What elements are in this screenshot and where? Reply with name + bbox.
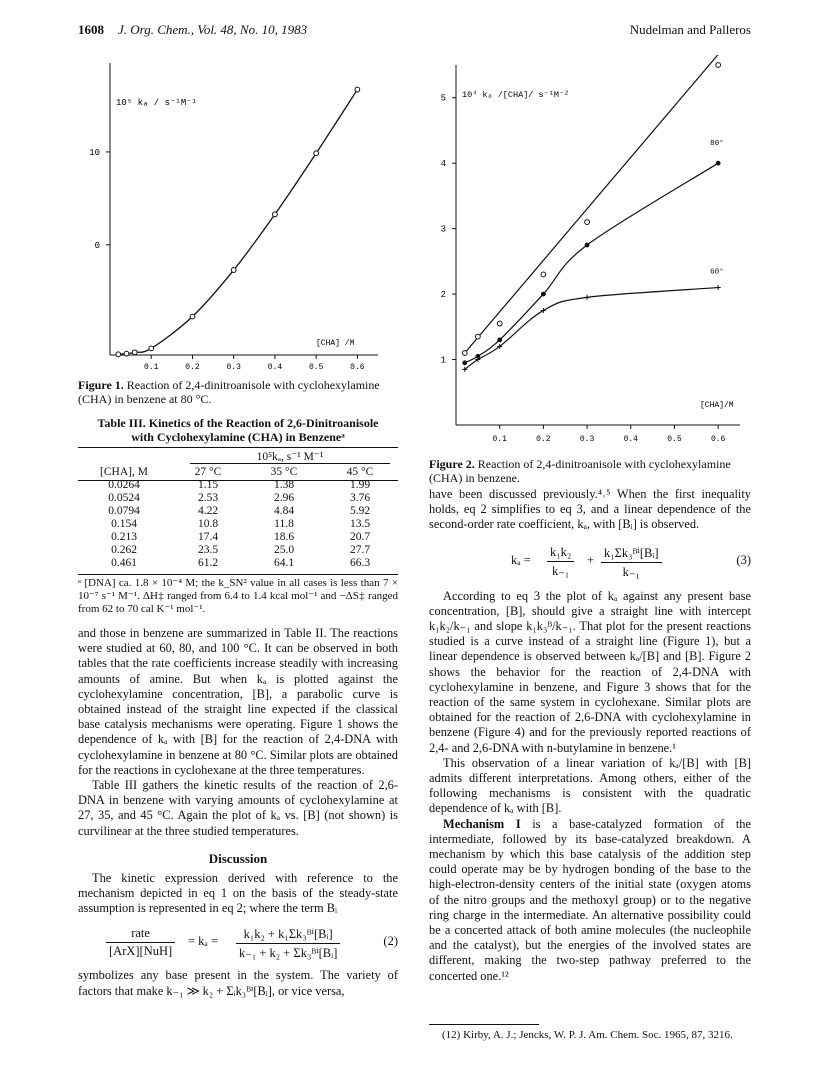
figure2-y-tick-label: 5 xyxy=(440,93,446,104)
table3-cell: 25.0 xyxy=(273,544,295,556)
figure1-data-point xyxy=(132,350,137,355)
eq3-lhs: kₐ = xyxy=(511,552,531,567)
table3-footnote: ᵃ [DNA] ca. 1.8 × 10⁻⁴ M; the k_SN² value in all cases is less than 7 × 10⁻⁷ s⁻¹ M⁻¹. ΔH‡ ranged from 6.4 to 1.4 kcal mol⁻¹ and −ΔS‡ ranged from 62 to 70 cal K⁻¹ mol⁻¹. xyxy=(78,577,398,615)
table3-rule-top xyxy=(78,447,398,448)
footnote-rule xyxy=(429,1024,539,1025)
figure2-y-tick-label: 4 xyxy=(440,159,446,170)
table3-cell: 20.7 xyxy=(349,531,371,543)
eq2-number: (2) xyxy=(383,934,398,949)
table3-cell: 66.3 xyxy=(349,557,371,569)
table3-cell: 27.7 xyxy=(349,544,371,556)
table3-header-cell: 45 °C xyxy=(346,466,374,478)
figure2-data-point xyxy=(585,243,590,248)
figure1-x-tick-label: 0.2 xyxy=(185,363,200,372)
figure2-caption xyxy=(429,457,751,485)
figure2-y-axis-label: 10⁴ kₐ /[CHA]/ s⁻¹M⁻² xyxy=(462,90,570,100)
table3-cell: 1.99 xyxy=(349,479,371,491)
figure1-x-tick-label: 0.5 xyxy=(308,363,324,372)
left-column xyxy=(78,626,398,999)
figure2-data-point xyxy=(585,295,590,300)
table3-header-cell: [CHA], M xyxy=(100,466,148,478)
figure2-y-tick-label: 3 xyxy=(440,224,446,235)
eq3-plus: + xyxy=(587,552,595,567)
table3-row xyxy=(78,557,398,570)
figure1-data-point xyxy=(124,351,129,356)
figure2-data-point xyxy=(497,338,502,343)
left-paragraph-1: and those in benzene are summarized in Table II. The reactions were studied at 60, 80, and 100 °C. It can be observed in both tables that the rate coefficients increase steadily with increasing amounts of amine. But when kₐ is plotted against the cyclohexylamine concentration, [B], a parabolic curve is obtained instead of the straight line expected if the classical base catalysis mechanisms were operating. Figure 1 shows the dependence of kₐ with [B] for the reaction of 2,4-DNA with cyclohexylamine in benzene at 80 °C. Similar plots are obtained for the reactions in cyclohexane at the three temperatures. xyxy=(78,626,398,777)
left-paragraph-3: The kinetic expression derived with reference to the mechanism depicted in eq 1 on the basis of the steady-state assumption is represented in eq 2; where the term Bᵢ xyxy=(78,870,398,916)
figure2-data-point xyxy=(716,63,721,68)
table3-row xyxy=(78,518,398,531)
figure2-data-point xyxy=(585,220,590,225)
figure1-data-point xyxy=(355,87,360,92)
table3-cell: 0.0524 xyxy=(108,492,140,504)
table3-spanner: 10⁵kₐ, s⁻¹ M⁻¹ xyxy=(256,451,324,463)
right-paragraph-4 xyxy=(429,817,751,984)
running-authors: Nudelman and Palleros xyxy=(629,22,751,37)
eq2-rhs-denominator: k₋₁ + k₂ + Σk₃ᴮⁱ[Bᵢ] xyxy=(239,946,338,961)
table3-row xyxy=(78,492,398,505)
figure2-series-line xyxy=(465,163,718,363)
eq3-f1-numerator: k₁k₂ xyxy=(547,545,574,562)
table3-cell: 13.5 xyxy=(349,518,371,530)
table3-header-row xyxy=(78,466,398,479)
right-paragraph-1: have been discussed previously.⁴˒⁵ When the first inequality holds, eq 2 simplifies to eq 3, and a linear dependence of the second-order rate coefficient, kₐ, with [Bᵢ] is observed. xyxy=(429,487,751,532)
eq3-f2-numerator: k₁Σk₃ᴮⁱ[Bᵢ] xyxy=(601,545,662,563)
figure2-x-tick-label: 0.6 xyxy=(710,435,726,444)
figure2-curve-label: 80° xyxy=(710,140,724,149)
discussion-heading: Discussion xyxy=(208,850,268,866)
figure2-series-line xyxy=(465,288,718,370)
eq3-fraction-1 xyxy=(547,545,574,579)
figure2-y-tick-label: 2 xyxy=(440,290,446,301)
figure2-data-point xyxy=(541,272,546,277)
table3-row xyxy=(78,544,398,557)
figure1-caption-label: Figure 1. xyxy=(78,378,124,392)
equation-2 xyxy=(78,920,398,964)
mechanism-text: is a base-catalyzed formation of the intermediate, followed by its base-catalyzed breakdown. A mechanism by which this base catalysis of the addition step could operate may be by hydrogen bonding of the base to the high-electron-density centers of the initial state (oxygen atoms of the nitro groups and the methoxyl group) or to the negative ring charge in the intermediate. An alternative possibility could be a concerted attack of both amine molecules (the nucleophile and the catalyst), but the energies of the involved states are different, making the two-step pathway preferred to the concerted one.¹² xyxy=(429,816,751,983)
figure2-caption-label: Figure 2. xyxy=(429,457,475,471)
figure2-data-point xyxy=(475,334,480,339)
figure2-curve-label: 60° xyxy=(710,268,724,277)
figure1-caption xyxy=(78,378,398,406)
figure1-data-point xyxy=(231,268,236,273)
table3-cell: 61.2 xyxy=(197,557,219,569)
figure1-x-tick-label: 0.6 xyxy=(350,363,365,372)
eq2-lhs-numerator: rate xyxy=(106,926,175,943)
table3 xyxy=(78,466,398,570)
table3-cell: 4.22 xyxy=(197,505,219,517)
figure1-x-axis-label: [CHA] /M xyxy=(316,339,355,348)
eq3-fraction-2 xyxy=(601,545,662,580)
figure1-plot xyxy=(78,55,398,375)
figure1-data-point xyxy=(149,346,154,351)
figure1-caption-text: Reaction of 2,4-dinitroanisole with cyclohexylamine (CHA) in benzene at 80 °C. xyxy=(78,378,380,406)
table3-cell: 17.4 xyxy=(197,531,219,543)
footnote-12: (12) Kirby, A. J.; Jencks, W. P. J. Am. Chem. Soc. 1965, 87, 3216. xyxy=(442,1029,733,1041)
table3-spanner-rule xyxy=(190,463,390,464)
figure1-data-point xyxy=(116,352,121,357)
table3-cell: 1.15 xyxy=(197,479,219,491)
table3-row xyxy=(78,505,398,518)
right-paragraph-2: According to eq 3 the plot of kₐ against any present base concentration, [B], should give a straight line with intercept k₁k₂/k₋₁ and slope k₁k₃ᴮ/k₋₁. That plot for the present reactions studied is a curve instead of a straight line (Figure 1), but a linear dependence is observed between kₐ/[B] and [B]. Figure 2 shows the behavior for the reaction of 2,4-DNA with cyclohexylamine in benzene, and Figure 3 shows that for the reaction of the same system in cyclohexane. Similar plots are obtained for the reaction of 2,6-DNA with cyclohexylamine in benzene (Figure 4) and for the previously reported reactions of 2,4- and 2,6-DNA with n-butylamine in benzene.¹ xyxy=(429,588,751,755)
figure2-data-point xyxy=(497,321,502,326)
table3-row xyxy=(78,531,398,544)
eq3-f2-denominator: k₋₁ xyxy=(622,564,640,579)
figure2-data-point xyxy=(462,360,467,365)
eq2-equals-ka: = kₐ = xyxy=(188,934,219,949)
figure1-data-point xyxy=(273,212,278,217)
table3-cell: 0.461 xyxy=(111,557,137,569)
figure1-x-tick-label: 0.3 xyxy=(226,363,241,372)
table3-cell: 2.53 xyxy=(197,492,219,504)
figure2-x-tick-label: 0.2 xyxy=(536,435,551,444)
table3-cell: 1.38 xyxy=(273,479,295,491)
figure1-x-tick-label: 0.4 xyxy=(267,363,283,372)
eq3-number: (3) xyxy=(736,552,751,567)
figure1-data-point xyxy=(190,314,195,319)
table3-cell: 5.92 xyxy=(349,505,371,517)
equation-3 xyxy=(429,539,751,583)
figure2-data-point xyxy=(541,308,546,313)
right-column xyxy=(429,487,751,984)
journal-citation: J. Org. Chem., Vol. 48, No. 10, 1983 xyxy=(118,22,308,37)
left-paragraph-4: symbolizes any base present in the system. The variety of factors that make k₋₁ ≫ k₂ + Σᵢk₃ᴮⁱ[Bᵢ], or vice versa, xyxy=(78,968,398,998)
table3-header-cell: 35 °C xyxy=(270,466,298,478)
table3-cell: 10.8 xyxy=(197,518,219,530)
figure2-x-tick-label: 0.3 xyxy=(579,435,595,444)
eq2-rhs-fraction xyxy=(236,926,340,961)
table3-cell: 0.213 xyxy=(111,531,137,543)
eq2-rhs-numerator: k₁k₂ + k₁Σk₃ᴮⁱ[Bᵢ] xyxy=(236,926,340,944)
figure2-x-tick-label: 0.1 xyxy=(492,435,507,444)
figure1-data-point xyxy=(314,151,319,156)
figure1-x-tick-label: 0.1 xyxy=(144,363,159,372)
figure2-data-point xyxy=(462,351,467,356)
table3-cell: 4.84 xyxy=(273,505,295,517)
table3-cell: 3.76 xyxy=(349,492,371,504)
right-paragraph-3: This observation of a linear variation of kₐ/[B] with [B] admits different interpretations. Among others, either of the following mechanisms is consistent with the quadratic dependence of kₐ with [B]. xyxy=(429,755,751,816)
table3-title-line2: with Cyclohexylamine (CHA) in Benzeneᵃ xyxy=(131,430,345,444)
left-paragraph-2: Table III gathers the kinetic results of the reaction of 2,6-DNA in benzene with varying amounts of cyclohexylamine at 27, 35, and 45 °C. Again the plot of kₐ vs. [B] (not shown) is curvilinear at the three studied temperatures. xyxy=(78,778,398,838)
table3-rule-header xyxy=(78,480,398,481)
page-number: 1608 xyxy=(78,22,104,37)
figure2-x-axis-label: [CHA]/M xyxy=(700,401,734,410)
figure2-y-tick-label: 1 xyxy=(440,355,446,366)
table3-cell: 0.0794 xyxy=(108,505,140,517)
figure2-data-point xyxy=(716,161,721,166)
figure2-caption-text: Reaction of 2,4-dinitroanisole with cyclohexylamine (CHA) in benzene. xyxy=(429,457,731,485)
figure1-y-tick-label: 10 xyxy=(89,147,100,158)
figure1-y-axis-label: 10⁵ kₐ / s⁻¹M⁻¹ xyxy=(116,98,198,108)
table3-cell: 11.8 xyxy=(274,518,294,530)
table3-rule-bottom xyxy=(78,574,398,575)
figure1-y-tick-label: 0 xyxy=(94,240,100,251)
eq3-f1-denominator: k₋₁ xyxy=(552,563,570,578)
eq2-lhs-denominator: [ArX][NuH] xyxy=(109,944,173,959)
eq2-lhs-fraction xyxy=(106,926,175,959)
figure2-x-tick-label: 0.4 xyxy=(623,435,638,444)
table3-header-cell: 27 °C xyxy=(194,466,222,478)
table3-cell: 0.262 xyxy=(111,544,137,556)
table3-cell: 2.96 xyxy=(273,492,295,504)
mechanism-label: Mechanism I xyxy=(443,816,521,831)
figure2-plot xyxy=(440,55,760,455)
figure2-data-point xyxy=(541,292,546,297)
table3-cell: 0.0264 xyxy=(108,479,140,491)
table3-cell: 64.1 xyxy=(273,557,295,569)
table3-cell: 23.5 xyxy=(197,544,219,556)
table3-cell: 0.154 xyxy=(111,518,137,530)
figure2-x-tick-label: 0.5 xyxy=(667,435,682,444)
table3-cell: 18.6 xyxy=(273,531,295,543)
table3-title-line1: Table III. Kinetics of the Reaction of 2,6-Dinitroanisole xyxy=(97,416,379,430)
figure2-data-point xyxy=(716,285,721,290)
table3-title xyxy=(78,416,398,444)
figure1-curve xyxy=(118,90,357,355)
